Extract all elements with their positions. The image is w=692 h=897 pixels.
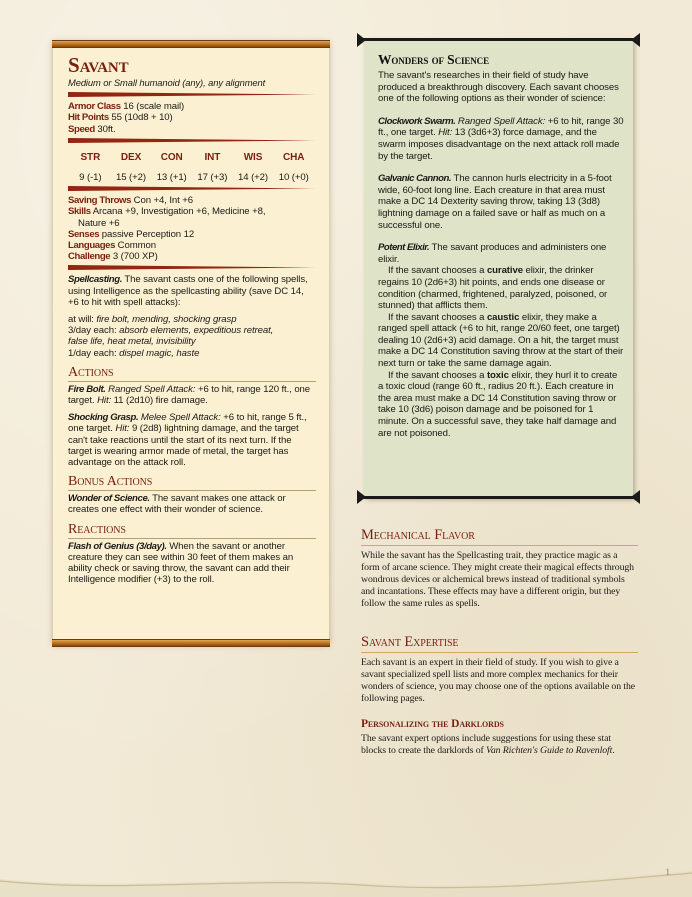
stat-block-bottom-bar xyxy=(52,639,330,647)
damage-text: 13 (3d6+3) force damage, and the swarm imposes disadvantage on the next attack roll made by the target. xyxy=(378,127,620,162)
section-text xyxy=(361,733,638,757)
action-title: Wonder of Science. xyxy=(68,493,150,505)
tapered-rule xyxy=(68,186,316,191)
attack-type: Ranged Spell Attack: xyxy=(457,115,546,127)
trait-title: Spellcasting. xyxy=(68,274,122,286)
elixir-keyword: curative xyxy=(486,265,523,277)
stat-block-top-bar xyxy=(52,40,330,48)
action-title: Shocking Grasp. xyxy=(68,412,139,424)
ability-name: WIS xyxy=(243,151,263,163)
option-title: Clockwork Swarm. xyxy=(378,115,456,127)
elixir-caustic xyxy=(378,312,624,370)
tapered-rule xyxy=(68,92,316,97)
tapered-rule xyxy=(68,138,316,143)
saving-throws-line xyxy=(68,195,316,206)
option-title: Potent Elixir. xyxy=(378,242,430,254)
hit-label: Hit: xyxy=(115,423,130,435)
section-text-part: The savant expert options include suggestions for using these stat blocks to create the darklords of xyxy=(361,733,611,756)
option-potent-elixir xyxy=(378,242,624,265)
section-savant-expertise xyxy=(361,635,638,705)
reaction-flash-of-genius xyxy=(68,541,316,586)
speed-line xyxy=(68,124,316,135)
ability-wis xyxy=(233,152,274,183)
trait-text: The savant casts one of the following spells, using Intelligence as the spellcasting ability (save DC 14, +6 to hit with spell attacks): xyxy=(68,274,308,308)
option-text: The savant produces and administers one elixir. xyxy=(378,242,607,265)
action-shocking-grasp xyxy=(68,412,316,468)
page-number: 1 xyxy=(665,867,670,877)
spell-list-line xyxy=(68,314,316,325)
ability-value: 15 (+2) xyxy=(116,172,146,184)
elixir-text: If the savant chooses a xyxy=(388,311,487,323)
spell-names: absorb elements, expeditious retreat, xyxy=(119,325,274,337)
languages-line xyxy=(68,240,316,251)
ability-scores xyxy=(70,152,314,183)
actions-heading: Actions xyxy=(68,365,316,382)
challenge-line xyxy=(68,251,316,262)
ability-name: CHA xyxy=(283,151,305,163)
elixir-text: elixir, the drinker regains 10 (2d6+3) hit points, and ends one disease or condition (charmed, frightened, paralyzed, poisoned, or stunned) that afflicts them. xyxy=(378,265,608,312)
sidebar-bottom-edge xyxy=(360,496,637,499)
hit-points-label: Hit Points xyxy=(68,112,109,124)
ability-value: 9 (-1) xyxy=(79,172,102,184)
action-fire-bolt xyxy=(68,384,316,406)
action-title: Fire Bolt. xyxy=(68,383,106,395)
action-text: When the savant or another creature they can see within 30 feet of them makes an ability check or saving throw, the savant can add their Intelligence modifier (+3) to the roll. xyxy=(68,540,294,586)
ability-int xyxy=(192,152,233,183)
footer-decoration xyxy=(0,857,692,897)
attack-text: +6 to hit, range 120 ft., one target. xyxy=(68,383,311,407)
damage-text: 11 (2d10) fire damage. xyxy=(113,395,208,407)
attack-text: +6 to hit, range 30 ft., one target. xyxy=(378,115,624,139)
armor-class-value: 16 (scale mail) xyxy=(123,101,185,113)
book-title: Van Richten's Guide to Ravenloft xyxy=(486,744,613,756)
senses-line xyxy=(68,229,316,240)
corner-ornament xyxy=(631,33,640,47)
ability-str xyxy=(70,152,111,183)
creature-name: Savant xyxy=(68,53,129,77)
spell-prefix: 3/day each: xyxy=(68,325,120,337)
action-text: The savant makes one attack or creates one effect with their wonder of science. xyxy=(68,493,286,516)
skills-line xyxy=(68,206,316,217)
senses-label: Senses xyxy=(68,228,100,240)
option-galvanic-cannon xyxy=(378,173,624,231)
stat-block xyxy=(53,42,329,645)
section-personalizing-darklords xyxy=(361,718,638,757)
subsection-heading: Personalizing the Darklords xyxy=(361,718,504,730)
spell-names: fire bolt, mending, shocking grasp xyxy=(96,314,237,326)
section-mechanical-flavor xyxy=(361,528,638,610)
hit-points-value: 55 (10d8 + 10) xyxy=(111,112,173,124)
speed-label: Speed xyxy=(68,123,95,135)
option-title: Galvanic Cannon. xyxy=(378,173,452,185)
section-heading: Savant Expertise xyxy=(361,635,638,653)
corner-ornament xyxy=(357,33,366,47)
option-clockwork-swarm xyxy=(378,116,624,162)
spell-prefix: 1/day each: xyxy=(68,347,120,359)
speed-value: 30ft. xyxy=(97,123,116,135)
spell-list-line xyxy=(68,325,316,336)
corner-ornament xyxy=(631,490,640,504)
bonus-actions-heading: Bonus Actions xyxy=(68,474,316,491)
saving-throws-label: Saving Throws xyxy=(68,195,132,207)
saving-throws-value: Con +4, Int +6 xyxy=(133,195,194,207)
stat-block-content xyxy=(68,54,316,592)
ability-dex xyxy=(111,152,152,183)
damage-text: 9 (2d8) lightning damage, and the target can't take reactions until the start of its next turn. If the target is wearing armor made of metal, the target has advantage on the attack roll. xyxy=(68,423,299,469)
sidebar-box xyxy=(364,39,633,498)
section-heading: Mechanical Flavor xyxy=(361,528,638,546)
spell-list-line xyxy=(68,348,316,359)
bonus-wonder-of-science xyxy=(68,493,316,515)
ability-name: STR xyxy=(80,151,101,163)
ability-value: 14 (+2) xyxy=(238,172,268,184)
armor-class-label: Armor Class xyxy=(68,101,121,113)
reactions-heading: Reactions xyxy=(68,522,316,539)
senses-value: passive Perception 12 xyxy=(101,228,195,240)
skills-value: Arcana +9, Investigation +6, Medicine +8, xyxy=(92,206,266,218)
attack-text: +6 to hit, range 5 ft., one target. xyxy=(68,412,307,435)
sidebar-intro: The savant's researches in their field of study have produced a breakthrough discovery. Each savant chooses one of the following options as their wonder of science: xyxy=(378,70,619,105)
ability-cha xyxy=(273,152,314,183)
ability-value: 10 (+0) xyxy=(278,172,309,184)
section-text-part: . xyxy=(612,744,615,756)
ability-con xyxy=(151,152,192,183)
ability-value: 17 (+3) xyxy=(197,172,228,184)
creature-type: Medium or Small humanoid (any), any alignment xyxy=(68,77,266,88)
elixir-curative xyxy=(378,265,624,311)
action-title: Flash of Genius (3/day). xyxy=(68,540,167,552)
tapered-rule xyxy=(68,265,316,270)
spell-list-line xyxy=(68,336,316,347)
sidebar-content xyxy=(378,53,624,439)
elixir-text: If the savant chooses a xyxy=(388,265,487,277)
challenge-label: Challenge xyxy=(68,251,111,263)
attack-type: Ranged Spell Attack: xyxy=(108,383,196,395)
sidebar-title: Wonders of Science xyxy=(378,52,489,67)
attack-type: Melee Spell Attack: xyxy=(140,412,221,424)
ability-name: INT xyxy=(204,151,221,163)
elixir-keyword: toxic xyxy=(486,369,509,381)
hit-points-line xyxy=(68,112,316,123)
languages-label: Languages xyxy=(68,240,116,252)
armor-class-line xyxy=(68,101,316,112)
elixir-keyword: caustic xyxy=(486,311,520,323)
spell-names: false life, heat metal, invisibility xyxy=(68,336,196,348)
skills-line-continued: Nature +6 xyxy=(78,217,120,229)
spell-prefix: at will: xyxy=(68,314,97,326)
sidebar-top-edge xyxy=(360,38,637,41)
challenge-value: 3 (700 XP) xyxy=(112,251,158,263)
spellcasting-trait xyxy=(68,274,316,308)
elixir-text: elixir, they hurl it to create a toxic cloud (range 60 ft., radius 20 ft.). Each creature in the area must make a DC 14 Constitution saving throw or take 10 (3d6) poison damage and be poisoned for 1 minute. On a successful save, they take half damage and are not poisoned. xyxy=(378,369,618,439)
elixir-text: elixir, they make a ranged spell attack (+6 to hit, range 20/60 feet, one target) dealing 10 (2d6+3) acid damage. On a hit, the target must make a DC 14 Constitution saving throw at the start of their next turn or take the same damage again. xyxy=(378,311,624,370)
elixir-toxic xyxy=(378,370,624,440)
languages-value: Common xyxy=(117,240,156,252)
hit-label: Hit: xyxy=(438,127,453,139)
hit-label: Hit: xyxy=(97,395,112,407)
option-text: The cannon hurls electricity in a 5-foot wide, 60-foot long line. Each creature in that area must make a DC 14 Dexterity saving throw, taking 13 (3d8) lightning damage on a failed save or half as much on a successful one. xyxy=(378,173,612,231)
ability-name: CON xyxy=(160,151,183,163)
section-text: While the savant has the Spellcasting trait, they practice magic as a form of arcane science. They might create their magical effects through wondrous devices or alchemical brews instead of traditional symbols and incantations. These effects may have a different origin, but they follow the same rules as spells. xyxy=(361,550,634,609)
section-text: Each savant is an expert in their field of study. If you wish to give a savant specialized spell lists and more complex mechanics for their wonders of science, you may choose one of the options available on the following pages. xyxy=(361,657,636,704)
corner-ornament xyxy=(357,490,366,504)
spell-names: dispel magic, haste xyxy=(119,347,200,359)
skills-label: Skills xyxy=(68,206,91,218)
ability-name: DEX xyxy=(120,151,142,163)
elixir-text: If the savant chooses a xyxy=(388,369,487,381)
ability-value: 13 (+1) xyxy=(156,172,187,184)
